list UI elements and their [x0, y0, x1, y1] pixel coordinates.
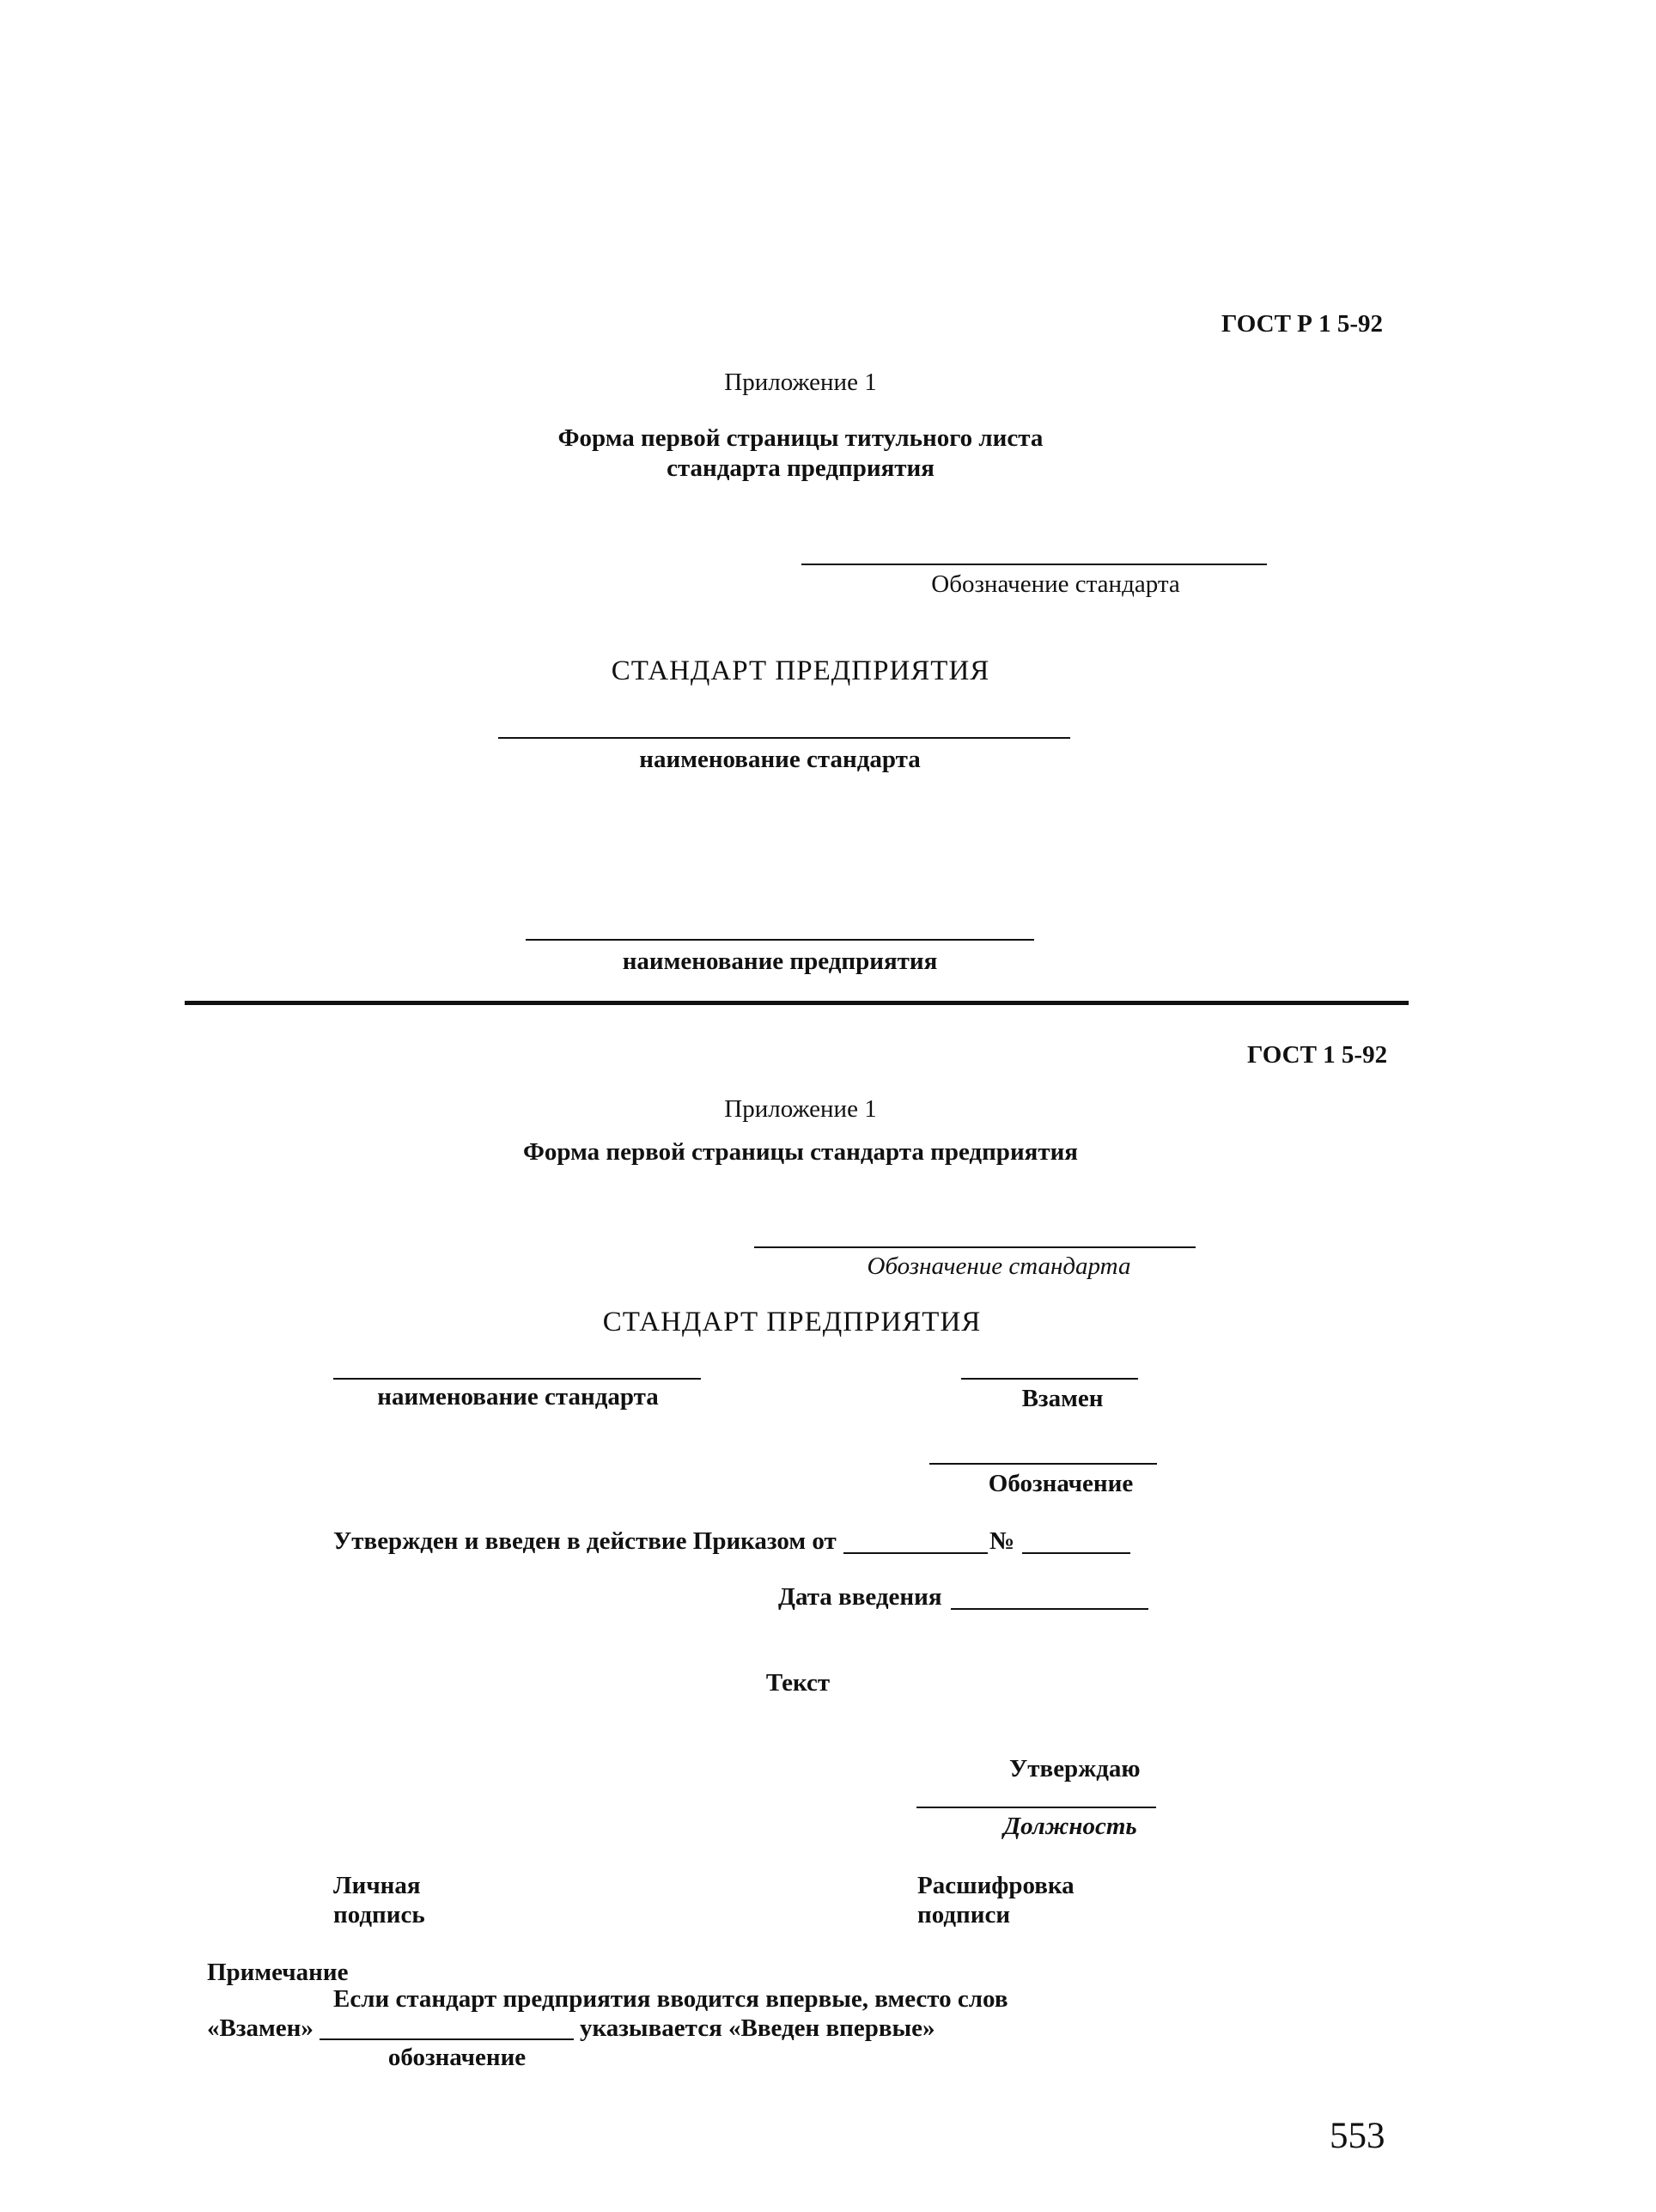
replaces-caption: Взамен [1021, 1385, 1104, 1412]
signature-decoding-line1: Расшифровка [917, 1872, 1075, 1899]
signature-caption-line2: подпись [333, 1901, 425, 1929]
note-replaced-word: «Взамен» [207, 2014, 314, 2042]
note-designation-line [320, 2038, 574, 2040]
note-designation-caption: обозначение [387, 2044, 527, 2071]
top-gost-code: ГОСТ Р 1 5-92 [1221, 310, 1384, 338]
signature-decoding-line2: подписи [917, 1901, 1011, 1929]
approved-text: Утвержден и введен в действие Приказом от [333, 1527, 837, 1555]
top-form-title-line2: стандарта предприятия [667, 454, 935, 482]
note-line1: Если стандарт предприятия вводится впервые, вместо слов [333, 1985, 1008, 2013]
top-standard-name-line [498, 737, 1070, 739]
bottom-standard-name-caption: наименование стандарта [377, 1383, 659, 1411]
bottom-designation-caption: Обозначение стандарта [867, 1252, 1131, 1280]
signature-caption-line1: Личная [333, 1872, 421, 1899]
top-appendix-label: Приложение 1 [724, 369, 877, 396]
bottom-appendix-label: Приложение 1 [724, 1095, 877, 1123]
replaces-line [961, 1378, 1138, 1380]
intro-date-label: Дата введения [778, 1583, 942, 1611]
top-heading: СТАНДАРТ ПРЕДПРИЯТИЯ [611, 655, 990, 686]
bottom-form-title: Форма первой страницы стандарта предприятия [523, 1138, 1078, 1166]
text-label: Текст [765, 1669, 831, 1697]
number-sign: № [989, 1527, 1015, 1555]
replaces-designation-line [929, 1463, 1157, 1465]
note-line2-end: указывается «Введен впервые» [580, 2014, 935, 2042]
top-designation-caption: Обозначение стандарта [931, 570, 1180, 598]
top-enterprise-name-line [526, 939, 1034, 941]
approve-label: Утверждаю [1009, 1755, 1141, 1782]
top-designation-line [801, 564, 1267, 565]
top-form-title-line1: Форма первой страницы титульного листа [557, 424, 1044, 452]
page-number: 553 [1330, 2116, 1385, 2156]
bottom-heading: СТАНДАРТ ПРЕДПРИЯТИЯ [602, 1307, 982, 1338]
order-date-line [843, 1552, 988, 1554]
top-enterprise-name-caption: наименование предприятия [622, 948, 938, 975]
order-number-line [1022, 1552, 1130, 1554]
position-caption: Должность [1003, 1813, 1137, 1840]
bottom-gost-code: ГОСТ 1 5-92 [1247, 1041, 1388, 1069]
top-standard-name-caption: наименование стандарта [639, 746, 921, 773]
position-line [916, 1807, 1156, 1808]
bottom-standard-name-line [333, 1378, 701, 1380]
bottom-designation-line [754, 1246, 1196, 1248]
section-separator [185, 1001, 1409, 1005]
note-title: Примечание [207, 1959, 349, 1986]
replaces-designation-caption: Обозначение [988, 1470, 1134, 1497]
intro-date-line [951, 1608, 1148, 1610]
